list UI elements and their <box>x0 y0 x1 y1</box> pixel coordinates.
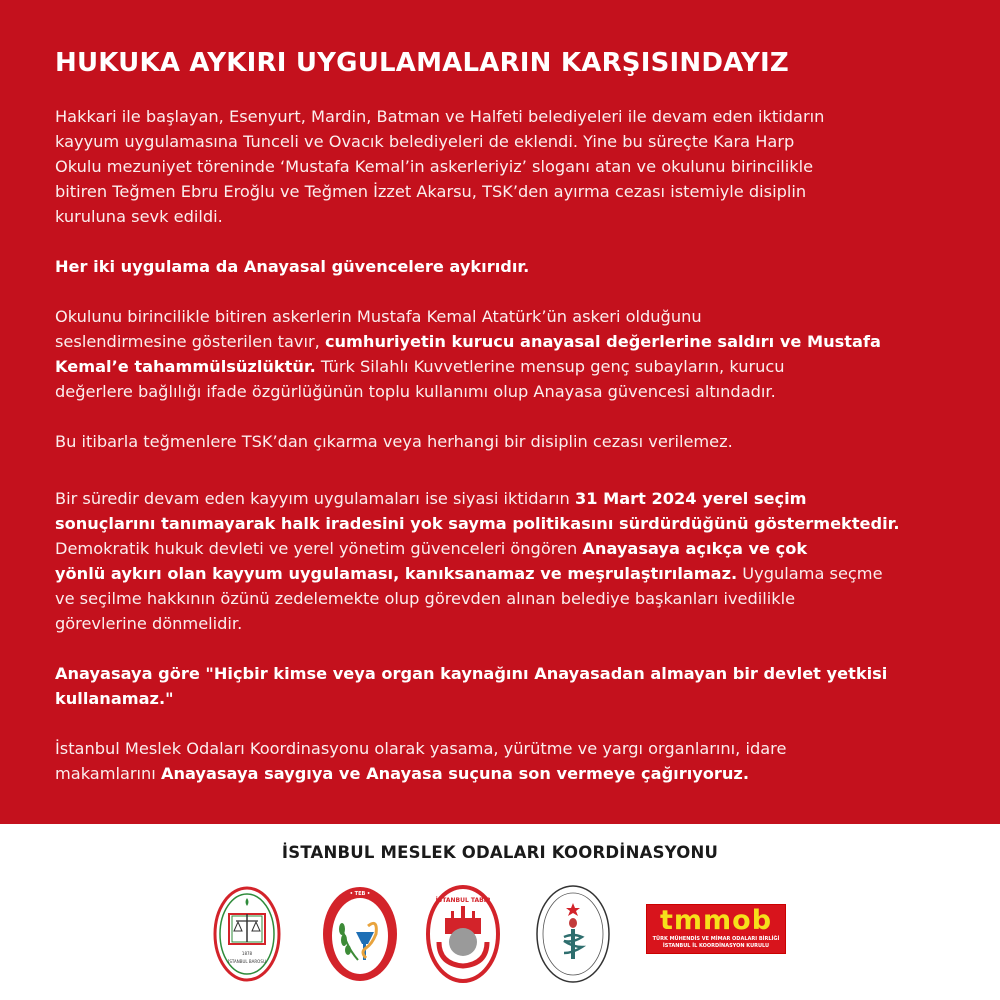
svg-text:• TEB •: • TEB • <box>349 891 371 897</box>
paragraph-line: Hakkari ile başlayan, Esenyurt, Mardin, Batman ve Halfeti belediyeleri ile devam eden iktidarın <box>55 107 825 126</box>
page-title: HUKUKA AYKIRI UYGULAMALARIN KARŞISINDAYIZ <box>55 48 789 78</box>
paragraph-2 <box>55 254 955 279</box>
istanbul-tabip-odasi-logo <box>425 884 501 984</box>
text-bold: Anayasaya açıkça ve çok <box>582 539 808 558</box>
paragraph-line <box>55 486 955 511</box>
paragraph-1 <box>55 104 955 229</box>
paragraph-line <box>55 561 955 586</box>
paragraph-line <box>55 536 955 561</box>
text-bold: 31 Mart 2024 yerel seçim <box>574 489 807 508</box>
paragraph-line: kayyum uygulamasına Tunceli ve Ovacık belediyeleri de eklendi. Yine bu süreçte Kara Harp <box>55 132 795 151</box>
text-bold: cumhuriyetin kurucu anayasal değerlerine saldırı ve Mustafa <box>324 332 881 351</box>
paragraph-line: görevlerine dönmelidir. <box>55 614 243 633</box>
text-bold: Anayasaya saygıya ve Anayasa suçuna son vermeye çağırıyoruz. <box>160 764 749 783</box>
istanbul-veteriner-hekimleri-odasi-logo <box>534 883 612 985</box>
text-bold: Kemal’e tahammülsüzlüktür. <box>55 357 316 376</box>
footer-title: İSTANBUL MESLEK ODALARI KOORDİNASYONU <box>281 843 719 862</box>
text-normal: Bir süredir devam eden kayyım uygulamaları ise siyasi iktidarın <box>55 489 575 508</box>
text-normal: Demokratik hukuk devleti ve yerel yönetim güvenceleri öngören <box>55 539 583 558</box>
paragraph-line: ve seçilme hakkının özünü zedelemekte olup görevden alınan belediye başkanları ivedilikle <box>55 589 796 608</box>
svg-text:1923: 1923 <box>457 973 469 978</box>
paragraph-line: Okulunu birincilikle bitiren askerlerin Mustafa Kemal Atatürk’ün askeri olduğunu <box>55 307 702 326</box>
paragraph-line <box>55 761 955 786</box>
paragraph-line: Anayasaya göre "Hiçbir kimse veya organ kaynağını Anayasadan almayan bir devlet yetkisi <box>55 664 888 683</box>
paragraph-line: sonuçlarını tanımayarak halk iradesini yok sayma politikasını sürdürdüğünü göstermektedir. <box>55 514 900 533</box>
tmmob-subtitle-1: TÜRK MÜHENDİS VE MİMAR ODALARI BİRLİĞİ <box>652 936 780 942</box>
svg-text:İSTANBUL BAROSU: İSTANBUL BAROSU <box>228 959 266 964</box>
tmmob-subtitle-2: İSTANBUL İL KOORDİNASYON KURULU <box>662 943 770 949</box>
paragraph-5 <box>55 486 955 636</box>
text-normal: Türk Silahlı Kuvvetlerine mensup genç subayların, kurucu <box>315 357 785 376</box>
paragraph-line <box>55 354 955 379</box>
paragraph-line <box>55 329 955 354</box>
paragraph-line: kuruluna sevk edildi. <box>55 207 223 226</box>
paragraph-line: değerlere bağlılığı ifade özgürlüğünün toplu kullanımı olup Anayasa güvencesi altındadır. <box>55 382 776 401</box>
istanbul-eczaci-odasi-logo <box>320 884 400 984</box>
tmmob-logo <box>646 904 786 954</box>
paragraph-3 <box>55 304 955 404</box>
paragraph-line: Bu itibarla teğmenlere TSK’dan çıkarma veya herhangi bir disiplin cezası verilemez. <box>55 432 733 451</box>
text-normal: Uygulama seçme <box>737 564 883 583</box>
paragraph-line: İstanbul Meslek Odaları Koordinasyonu olarak yasama, yürütme ve yargı organlarını, idare <box>55 739 787 758</box>
tmmob-wordmark: tmmob <box>659 905 773 936</box>
svg-text:1878: 1878 <box>241 951 253 956</box>
svg-text:İSTANBUL TABİP: İSTANBUL TABİP <box>435 897 491 904</box>
paragraph-4 <box>55 429 955 454</box>
text-bold: yönlü aykırı olan kayyum uygulaması, kanıksanamaz ve meşrulaştırılamaz. <box>55 564 738 583</box>
text-normal: makamlarını <box>55 764 161 783</box>
paragraph-line: kullanamaz." <box>55 689 174 708</box>
paragraph-line: bitiren Teğmen Ebru Eroğlu ve Teğmen İzzet Akarsu, TSK’den ayırma cezası istemiyle disiplin <box>55 182 807 201</box>
paragraph-line: Her iki uygulama da Anayasal güvencelere aykırıdır. <box>55 257 530 276</box>
paragraph-6 <box>55 661 955 711</box>
paragraph-7 <box>55 736 955 786</box>
text-normal: seslendirmesine gösterilen tavır, <box>55 332 325 351</box>
istanbul-barosu-logo <box>212 884 282 984</box>
paragraph-line: Okulu mezuniyet töreninde ‘Mustafa Kemal’in askerleriyiz’ sloganı atan ve okulunu birincilikle <box>55 157 814 176</box>
